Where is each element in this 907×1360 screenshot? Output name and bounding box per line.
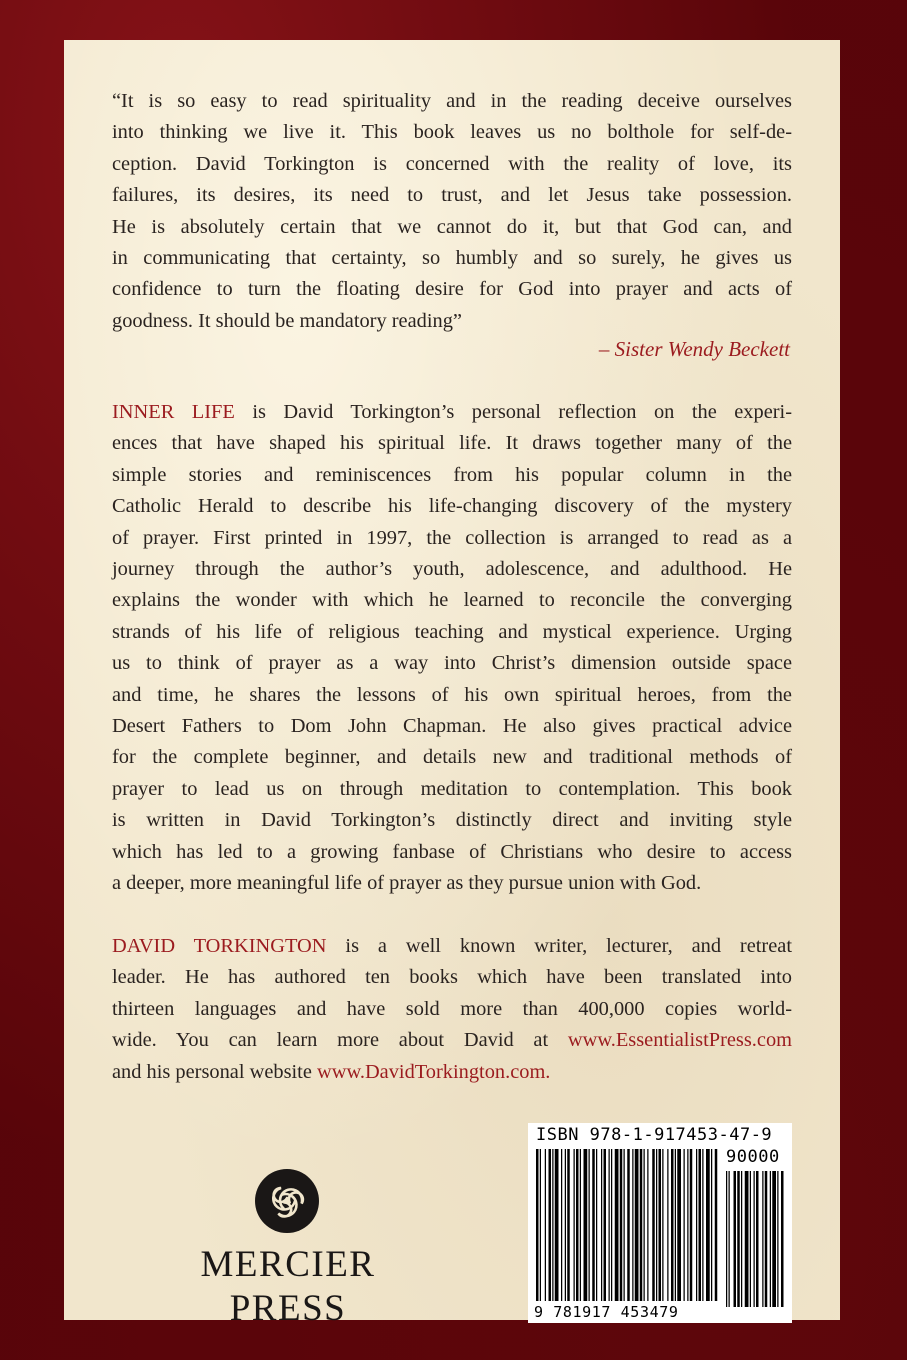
quote-line: failures, its desires, its need to trust, and let Jesus take possession. (112, 184, 792, 207)
barcode-addon-bar (754, 1171, 755, 1307)
barcode-addon-bar (781, 1171, 784, 1307)
barcode-bar (615, 1149, 619, 1301)
barcode-bar (545, 1149, 546, 1301)
barcode-bars (534, 1149, 786, 1309)
barcode-addon-bar (762, 1171, 763, 1307)
barcode-bar (601, 1149, 602, 1301)
quote-line: into thinking we live it. This book leaves us no bolthole for self-de- (112, 121, 792, 144)
barcode-bar (580, 1149, 581, 1301)
barcode-bar (675, 1149, 676, 1301)
barcode-bar (536, 1149, 539, 1301)
barcode-bar (699, 1149, 702, 1301)
description-line: Catholic Herald to describe his life-changing discovery of the mystery (112, 495, 792, 518)
barcode (528, 1123, 792, 1323)
description-line: simple stories and reminiscences from his popular column in the (112, 463, 792, 486)
description-line: us to think of prayer as a way into Christ’s dimension outside space (112, 652, 792, 675)
description-line: of prayer. First printed in 1997, the collection is arranged to read as a (112, 526, 792, 549)
barcode-bar (671, 1149, 674, 1301)
barcode-addon-bar (729, 1171, 730, 1307)
description-line: is David Torkington’s personal reflection on the experi- (234, 401, 792, 423)
barcode-bar (620, 1149, 623, 1301)
quote-line: He is absolutely certain that we cannot do it, but that God can, and (112, 215, 792, 238)
barcode-addon-bar (770, 1171, 771, 1307)
author-website-link[interactable]: www.DavidTorkington.com. (317, 1060, 551, 1083)
barcode-bar (561, 1149, 562, 1301)
book-title-highlight: INNER LIFE (112, 401, 235, 423)
barcode-bar (640, 1149, 643, 1301)
barcode-bar (711, 1149, 712, 1301)
quote-line: goodness. It should be mandatory reading” (112, 309, 462, 332)
barcode-bar (690, 1149, 693, 1301)
quote-line: in communicating that certainty, so humbly and so surely, he gives us (112, 247, 792, 270)
barcode-bar (635, 1149, 639, 1301)
quote-line: confidence to turn the floating desire for God into prayer and acts of (112, 278, 792, 301)
bio-line: and his personal website (112, 1060, 317, 1083)
isbn-label: ISBN 978-1-917453-47-9 (536, 1125, 773, 1145)
barcode-addon: 90000 (726, 1147, 780, 1167)
barcode-bar (696, 1149, 697, 1301)
barcode-bar (702, 1149, 703, 1301)
quote-line: ception. David Torkington is concerned with the reality of love, its (112, 152, 792, 175)
barcode-bar (687, 1149, 688, 1301)
barcode-bar (706, 1149, 710, 1301)
bio-line: leader. He has authored ten books which have been translated into (112, 966, 792, 989)
description-line: Desert Fathers to Dom John Chapman. He also gives practical advice (112, 715, 792, 738)
barcode-bar (662, 1149, 663, 1301)
barcode-bar (659, 1149, 662, 1301)
triskele-logo-icon (254, 1168, 320, 1234)
quote-attribution: – Sister Wendy Beckett (598, 337, 790, 361)
barcode-addon-bar (750, 1171, 751, 1307)
barcode-bar (684, 1149, 685, 1301)
bio-line: thirteen languages and have sold more than 400,000 copies world- (112, 997, 792, 1020)
publisher-name: MERCIER PRESS (200, 1244, 376, 1329)
barcode-addon-bar (745, 1171, 749, 1307)
description-first-line (112, 397, 792, 428)
description-line: ences that have shaped his spiritual life. It draws together many of the (112, 432, 792, 455)
barcode-bar (644, 1149, 645, 1301)
barcode-bar (715, 1149, 718, 1301)
barcode-bar (540, 1149, 541, 1301)
description-line: for the complete beginner, and details new and traditional methods of (112, 746, 792, 769)
bio-line: wide. You can learn more about David at (112, 1029, 568, 1052)
description-line: explains the wonder with which he learned to reconcile the converging (112, 589, 792, 612)
description-line: prayer to lead us on through meditation to contemplation. This book (112, 777, 792, 800)
barcode-bar (656, 1149, 657, 1301)
barcode-bar (584, 1149, 588, 1301)
barcode-bar (677, 1149, 681, 1301)
barcode-bar (611, 1149, 612, 1301)
book-description (112, 397, 792, 900)
bio-first-line (112, 931, 792, 962)
description-line: journey through the author’s youth, adolescence, and adulthood. He (112, 558, 792, 581)
barcode-bar (549, 1149, 552, 1301)
barcode-bar (596, 1149, 597, 1301)
barcode-bar (574, 1149, 575, 1301)
bio-line: is a well known writer, lecturer, and retreat (326, 935, 792, 957)
quote-line: “It is so easy to read spirituality and in the reading deceive ourselves (112, 90, 792, 112)
barcode-bar (667, 1149, 668, 1301)
barcode-addon-bar (737, 1171, 740, 1307)
barcode-bar (624, 1149, 625, 1301)
barcode-bar (609, 1149, 610, 1301)
barcode-bar (652, 1149, 655, 1301)
back-cover-panel (64, 40, 840, 1329)
barcode-bar (567, 1149, 570, 1301)
bio-line-with-link (112, 1025, 792, 1056)
barcode-bar (552, 1149, 553, 1301)
barcode-bar (589, 1149, 590, 1301)
barcode-bar (555, 1149, 559, 1301)
barcode-addon-bar (734, 1171, 737, 1307)
barcode-bar (604, 1149, 607, 1301)
barcode-addon-bar (777, 1171, 778, 1307)
barcode-bar (647, 1149, 648, 1301)
endorsement-quote (112, 86, 792, 337)
description-line: which has led to a growing fanbase of Christians who desire to access (112, 840, 792, 863)
barcode-addon-bar (772, 1171, 776, 1307)
barcode-addon-bar (726, 1171, 727, 1307)
barcode-bar (565, 1149, 566, 1301)
author-bio (112, 931, 792, 1088)
description-line: is written in David Torkington’s distinctly direct and inviting style (112, 809, 792, 832)
barcode-addon-bar (741, 1171, 742, 1307)
barcode-addon-bar (756, 1171, 759, 1307)
description-line: strands of his life of religious teaching and mystical experience. Urging (112, 620, 792, 643)
barcode-bar (576, 1149, 579, 1301)
author-name-highlight: DAVID TORKINGTON (112, 935, 327, 957)
publisher-website-link[interactable]: www.EssentialistPress.com (567, 1029, 792, 1052)
bio-line-with-link (112, 1057, 792, 1088)
description-line: a deeper, more meaningful life of prayer as they pursue union with God. (112, 872, 702, 895)
barcode-bar (632, 1149, 633, 1301)
description-line: and time, he shares the lessons of his own spiritual heroes, from the (112, 683, 792, 706)
barcode-bar (592, 1149, 595, 1301)
barcode-addon-bar (765, 1171, 768, 1307)
barcode-digits: 9 781917 453479 (534, 1303, 679, 1321)
barcode-bar (627, 1149, 630, 1301)
